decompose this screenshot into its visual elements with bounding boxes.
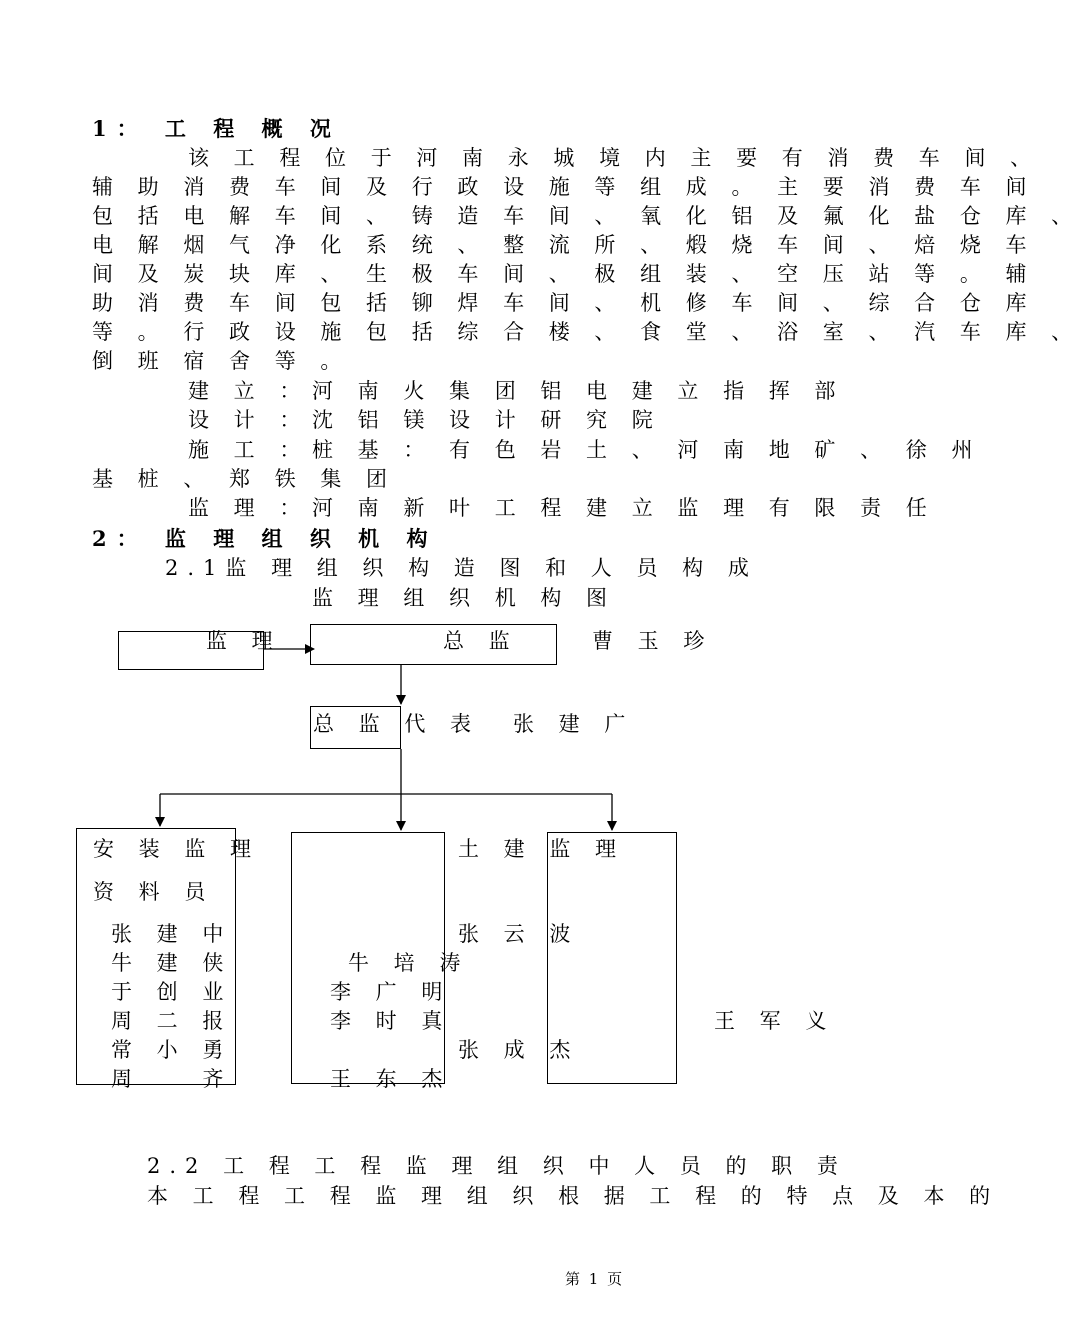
install-staff: 牛 建 侠: [111, 951, 233, 975]
install-title: 安 装 监 理: [93, 837, 261, 861]
middle-staff: 王 东 杰: [330, 1067, 452, 1091]
section1-heading: 1： 工 程 概 况: [92, 116, 341, 141]
install-staff: 常 小 勇: [111, 1038, 233, 1062]
section2-sub1: 2.1监 理 组 织 构 造 图 和 人 员 构 成: [165, 556, 758, 580]
chief-label: 总 监: [443, 629, 519, 653]
section1-line: 间 及 炭 块 库 、 生 极 车 间 、 极 组 装 、 空 压 站 等 。 辅: [92, 262, 1036, 286]
middle-staff: 李 广 明: [330, 980, 452, 1004]
builder-value: 河 南 火 集 团 铝 电 建 立 指 挥 部: [312, 379, 845, 403]
section1-line: 助 消 费 车 间 包 括 铆 焊 车 间 、 机 修 车 间 、 综 合 仓 库: [92, 291, 1036, 315]
page-number: 第 1 页: [565, 1270, 625, 1288]
section22-line: 本 工 程 工 程 监 理 组 织 根 据 工 程 的 特 点 及 本 的: [147, 1184, 1000, 1208]
install-staff: 于 创 业: [111, 980, 233, 1004]
construction-value-cont: 基 桩 、 郑 铁 集 团: [92, 467, 397, 491]
clerk-title: 资 料 员: [93, 880, 215, 904]
civil-title: 土 建 监 理: [458, 837, 626, 861]
section1-line: 倒 班 宿 舍 等 。: [92, 349, 351, 373]
section1-line: 辅 助 消 费 车 间 及 行 政 设 施 等 组 成 。 主 要 消 费 车 间: [92, 175, 1036, 199]
section22-heading: 2.2 工 程 工 程 监 理 组 织 中 人 员 的 职 责: [147, 1154, 847, 1178]
supervision-box-label: 监 理: [206, 629, 282, 653]
section1-line: 包 括 电 解 车 间 、 铸 造 车 间 、 氧 化 铝 及 氟 化 盐 仓 库 、: [92, 204, 1081, 228]
builder-label: 建 立 ：: [188, 379, 310, 403]
section1-line: 电 解 烟 气 净 化 系 统 、 整 流 所 、 煅 烧 车 间 、 焙 烧 车: [92, 233, 1036, 257]
right-name: 王 军 义: [714, 1009, 836, 1033]
install-staff: 周 齐: [111, 1067, 233, 1091]
civil-staff: 张 成 杰: [458, 1038, 580, 1062]
civil-staff: 张 云 波: [458, 922, 580, 946]
section1-line: 该 工 程 位 于 河 南 永 城 境 内 主 要 有 消 费 车 间 、: [188, 146, 1041, 170]
section2-heading: 2： 监 理 组 织 机 构: [92, 526, 438, 551]
supervision-label: 监 理 ：: [188, 496, 310, 520]
install-staff: 周 二 报: [111, 1009, 233, 1033]
deputy-name: 张 建 广: [513, 712, 635, 736]
chief-name: 曹 玉 珍: [592, 629, 714, 653]
construction-label: 施 工 ：: [188, 438, 310, 462]
middle-staff: 李 时 真: [330, 1009, 452, 1033]
deputy-label: 总 监 代 表: [313, 712, 481, 736]
supervision-value: 河 南 新 叶 工 程 建 立 监 理 有 限 责 任: [312, 496, 936, 520]
construction-value: 桩 基 ： 有 色 岩 土 、 河 南 地 矿 、 徐 州: [312, 438, 982, 462]
org-chart-title: 监 理 组 织 机 构 图: [312, 586, 617, 610]
middle-staff: 牛 培 涛: [348, 951, 470, 975]
section1-line: 等 。 行 政 设 施 包 括 综 合 楼 、 食 堂 、 浴 室 、 汽 车 库 、: [92, 320, 1081, 344]
design-label: 设 计 ：: [188, 408, 310, 432]
design-value: 沈 铝 镁 设 计 研 究 院: [312, 408, 662, 432]
install-staff: 张 建 中: [111, 922, 233, 946]
